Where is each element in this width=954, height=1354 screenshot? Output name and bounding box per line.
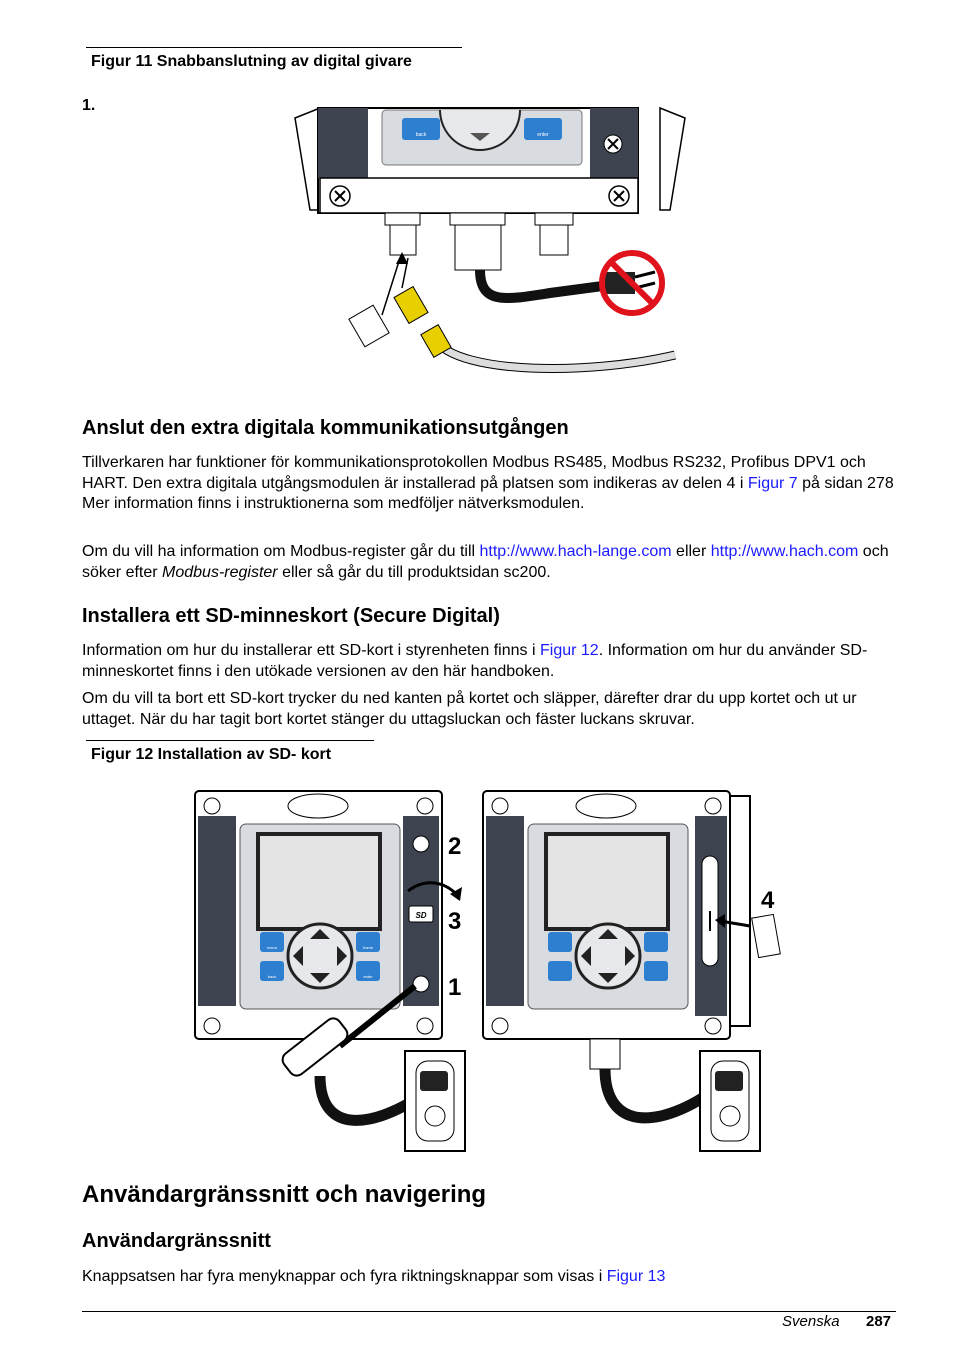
figure12-illustration bbox=[190, 786, 790, 1158]
link-figur-7[interactable]: Figur 7 bbox=[747, 474, 798, 492]
menu-button-label: menu bbox=[266, 945, 278, 950]
screw-icon bbox=[413, 836, 429, 852]
figure11-step-number: 1. bbox=[82, 97, 96, 114]
text: Om du vill ha information om Modbus-register går du till bbox=[82, 543, 480, 560]
screw-icon bbox=[492, 798, 508, 814]
cable-gland bbox=[390, 225, 416, 255]
figure12-rule bbox=[86, 740, 374, 741]
chapter-heading: Användargränssnitt och navigering bbox=[82, 1181, 487, 1208]
callout-2: 2 bbox=[448, 833, 462, 860]
display-screen bbox=[258, 834, 380, 929]
home-button bbox=[644, 932, 668, 952]
home-button-label: home bbox=[362, 945, 374, 950]
text: eller så går du till produktsidan sc200. bbox=[277, 563, 551, 581]
footer-language: Svenska bbox=[782, 1313, 840, 1330]
text: och söker efter bbox=[82, 543, 889, 581]
paragraph-ui-1 bbox=[82, 1267, 897, 1288]
enter-button bbox=[644, 961, 668, 981]
back-button bbox=[548, 961, 572, 981]
section-heading-anslut: Anslut den extra digitala kommunikationsutgången bbox=[82, 417, 569, 439]
link-hach[interactable]: http://www.hach.com bbox=[710, 543, 859, 560]
power-cable bbox=[480, 270, 610, 298]
cable-gland bbox=[590, 1039, 620, 1069]
display-screen bbox=[546, 834, 668, 929]
paragraph-anslut-2 bbox=[82, 542, 897, 583]
enter-button-label: enter bbox=[363, 974, 373, 979]
back-button-label: back bbox=[415, 132, 427, 138]
figure11-illustration bbox=[290, 100, 690, 395]
screw-icon bbox=[417, 798, 433, 814]
cable-gland bbox=[455, 225, 501, 270]
text: . Information om hur du använder SD-minneskortet finns i den utökade versionen av den här handboken. bbox=[82, 642, 868, 680]
callout-1: 1 bbox=[448, 974, 462, 1001]
text: på sidan 278 Mer information finns i instruktionerna som medföljer nätverksmodulen. bbox=[82, 474, 894, 512]
sd-label: SD bbox=[415, 911, 427, 920]
text: Information om hur du installerar ett SD-kort i styrenheten finns i bbox=[82, 642, 540, 659]
section-heading-sd: Installera ett SD-minneskort (Secure Digital) bbox=[82, 605, 500, 627]
callout-3: 3 bbox=[448, 908, 462, 935]
enter-button-label: enter bbox=[537, 132, 549, 138]
figure11-caption: Figur 11 Snabbanslutning av digital givare bbox=[91, 53, 412, 70]
callout-4: 4 bbox=[761, 887, 775, 914]
sd-card bbox=[752, 914, 781, 957]
back-button-label: back bbox=[267, 974, 277, 979]
sd-slot-door bbox=[730, 796, 750, 1026]
paragraph-sd-1 bbox=[82, 641, 897, 682]
link-hach-lange[interactable]: http://www.hach-lange.com bbox=[479, 543, 672, 560]
menu-button bbox=[548, 932, 572, 952]
screw-icon bbox=[492, 1018, 508, 1034]
text: eller bbox=[671, 543, 711, 560]
housing-left-panel bbox=[318, 108, 368, 178]
screw-icon bbox=[204, 798, 220, 814]
emphasis-text: Modbus-register bbox=[162, 563, 278, 581]
footer-page-number: 287 bbox=[866, 1313, 892, 1330]
screw-icon bbox=[417, 1018, 433, 1034]
link-figur-12[interactable]: Figur 12 bbox=[539, 642, 599, 659]
footer-rule bbox=[82, 1311, 896, 1312]
screw-icon bbox=[705, 798, 721, 814]
cable-gland bbox=[540, 225, 568, 255]
link-figur-13[interactable]: Figur 13 bbox=[606, 1268, 666, 1285]
figure11-rule bbox=[86, 47, 462, 48]
sensor-connector bbox=[394, 287, 428, 324]
screw-icon bbox=[204, 1018, 220, 1034]
section-heading-ui: Användargränssnitt bbox=[82, 1230, 271, 1252]
text: Knappsatsen har fyra menyknappar och fyra riktningsknappar som visas i bbox=[82, 1268, 607, 1285]
screw-icon bbox=[705, 1018, 721, 1034]
screw-icon bbox=[413, 976, 429, 992]
text: Tillverkaren har funktioner för kommunikationsprotokollen Modbus RS485, Modbus RS232, Profibus DPV1 och HART. Den extra digitala utgångsmodulen är installerad på platsen som indikeras av delen 4 i bbox=[82, 454, 866, 492]
figure12-caption: Figur 12 Installation av SD- kort bbox=[91, 746, 332, 763]
paragraph-sd-2: Om du vill ta bort ett SD-kort trycker du ned kanten på kortet och släpper, därefter drar du upp kortet och ut ur uttaget. När du har tagit bort kortet stänger du uttagsluckan och fäster luckans skruvar. bbox=[82, 690, 857, 728]
paragraph-anslut-1 bbox=[82, 453, 897, 515]
